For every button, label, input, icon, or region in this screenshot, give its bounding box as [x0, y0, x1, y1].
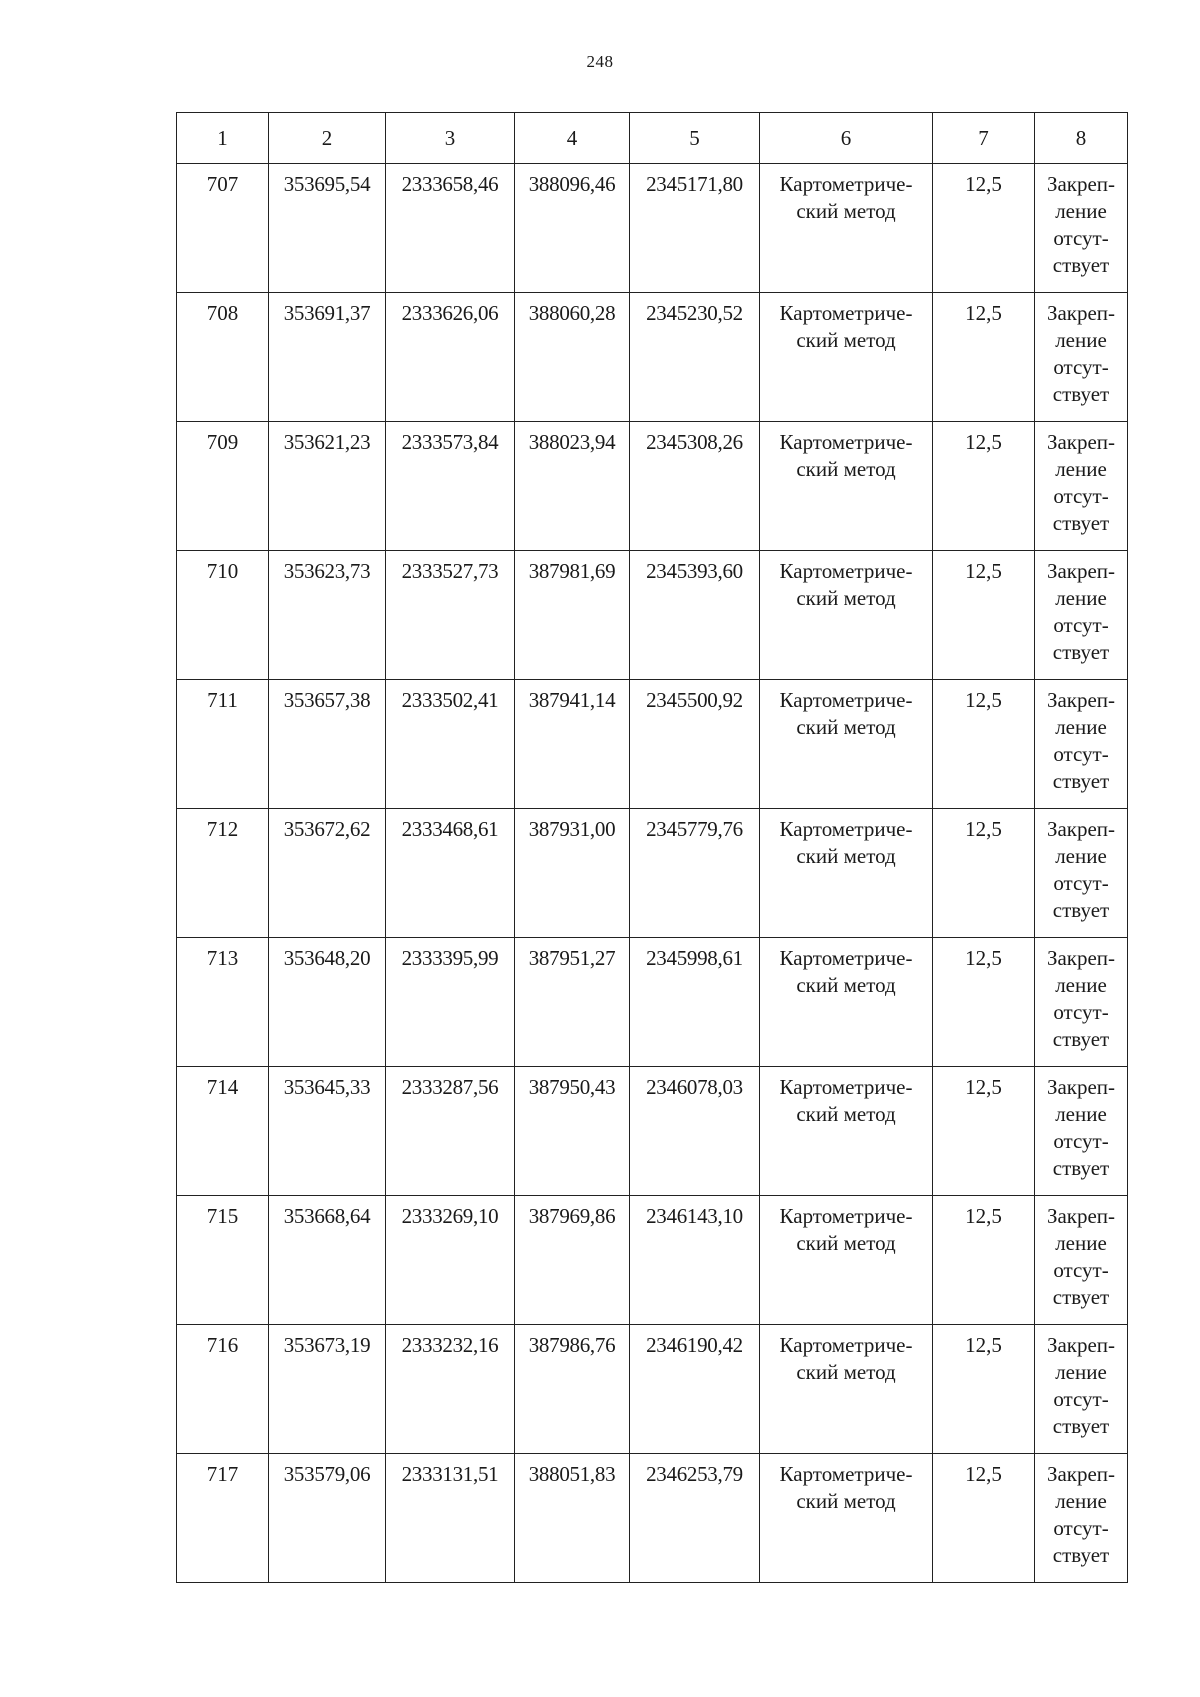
fixation-text-line: отсут- — [1053, 1516, 1109, 1540]
accuracy-cell: 12,5 — [933, 1067, 1035, 1196]
accuracy-cell: 12,5 — [933, 938, 1035, 1067]
fixation-text-line: ствует — [1052, 640, 1110, 664]
method-text-line: Картометриче- — [779, 430, 913, 454]
accuracy-cell: 12,5 — [933, 551, 1035, 680]
coordinate-y1-cell: 2333502,41 — [386, 680, 515, 809]
accuracy-cell: 12,5 — [933, 809, 1035, 938]
fixation-cell — [1035, 1067, 1128, 1196]
coordinate-x2-cell: 387981,69 — [515, 551, 630, 680]
fixation-text-line: ствует — [1052, 382, 1110, 406]
fixation-text-line: отсут- — [1053, 484, 1109, 508]
fixation-text-line: Закреп- — [1046, 1333, 1116, 1357]
coordinate-y1-cell: 2333131,51 — [386, 1454, 515, 1583]
header-cell: 8 — [1035, 113, 1128, 164]
table-header-row — [177, 113, 1128, 164]
fixation-text-line: отсут- — [1053, 742, 1109, 766]
method-text-line: ский метод — [796, 1231, 896, 1255]
method-cell — [760, 680, 933, 809]
table-row — [177, 680, 1128, 809]
fixation-text-line: Закреп- — [1046, 172, 1116, 196]
point-number-cell: 708 — [177, 293, 269, 422]
method-text-line: ский метод — [796, 199, 896, 223]
coordinate-x1-cell: 353673,19 — [269, 1325, 386, 1454]
coordinate-y2-cell: 2345171,80 — [630, 164, 760, 293]
point-number-cell: 711 — [177, 680, 269, 809]
fixation-text-line: Закреп- — [1046, 1462, 1116, 1486]
coordinate-x2-cell: 388023,94 — [515, 422, 630, 551]
header-cell: 3 — [386, 113, 515, 164]
method-text-line: ский метод — [796, 715, 896, 739]
fixation-cell — [1035, 1196, 1128, 1325]
method-text-line: Картометриче- — [779, 559, 913, 583]
method-cell — [760, 1067, 933, 1196]
fixation-text-line: ствует — [1052, 1285, 1110, 1309]
fixation-cell — [1035, 938, 1128, 1067]
coordinate-x1-cell: 353623,73 — [269, 551, 386, 680]
method-cell — [760, 1454, 933, 1583]
coordinate-x2-cell: 387950,43 — [515, 1067, 630, 1196]
fixation-text-line: ствует — [1052, 253, 1110, 277]
coordinate-y1-cell: 2333527,73 — [386, 551, 515, 680]
fixation-text-line: ление — [1055, 199, 1107, 223]
coordinate-y1-cell: 2333395,99 — [386, 938, 515, 1067]
fixation-text-line: ление — [1055, 328, 1107, 352]
method-text-line: Картометриче- — [779, 301, 913, 325]
method-cell — [760, 1325, 933, 1454]
fixation-cell — [1035, 680, 1128, 809]
point-number-cell: 714 — [177, 1067, 269, 1196]
coordinate-y2-cell: 2345230,52 — [630, 293, 760, 422]
method-text-line: ский метод — [796, 973, 896, 997]
coordinates-table — [176, 112, 1128, 1583]
fixation-cell — [1035, 1325, 1128, 1454]
fixation-text-line: отсут- — [1053, 613, 1109, 637]
table-row — [177, 1454, 1128, 1583]
coordinate-x1-cell: 353579,06 — [269, 1454, 386, 1583]
header-cell: 2 — [269, 113, 386, 164]
point-number-cell: 710 — [177, 551, 269, 680]
method-text-line: Картометриче- — [779, 817, 913, 841]
method-cell — [760, 809, 933, 938]
coordinate-y1-cell: 2333468,61 — [386, 809, 515, 938]
method-text-line: ский метод — [796, 1360, 896, 1384]
point-number-cell: 707 — [177, 164, 269, 293]
method-text-line: ский метод — [796, 1102, 896, 1126]
method-text-line: Картометриче- — [779, 1204, 913, 1228]
header-cell: 1 — [177, 113, 269, 164]
point-number-cell: 713 — [177, 938, 269, 1067]
accuracy-cell: 12,5 — [933, 293, 1035, 422]
fixation-text-line: отсут- — [1053, 355, 1109, 379]
coordinate-x2-cell: 387986,76 — [515, 1325, 630, 1454]
coordinate-y2-cell: 2346253,79 — [630, 1454, 760, 1583]
coordinate-x1-cell: 353657,38 — [269, 680, 386, 809]
method-cell — [760, 1196, 933, 1325]
header-cell: 6 — [760, 113, 933, 164]
method-text-line: Картометриче- — [779, 1333, 913, 1357]
method-text-line: ский метод — [796, 586, 896, 610]
method-cell — [760, 422, 933, 551]
method-text-line: Картометриче- — [779, 688, 913, 712]
coordinate-y2-cell: 2346078,03 — [630, 1067, 760, 1196]
coordinate-y2-cell: 2345393,60 — [630, 551, 760, 680]
method-text-line: Картометриче- — [779, 172, 913, 196]
point-number-cell: 716 — [177, 1325, 269, 1454]
coordinate-y2-cell: 2345779,76 — [630, 809, 760, 938]
fixation-text-line: ление — [1055, 586, 1107, 610]
fixation-text-line: ление — [1055, 1489, 1107, 1513]
fixation-text-line: ствует — [1052, 1414, 1110, 1438]
fixation-text-line: ление — [1055, 844, 1107, 868]
header-cell: 7 — [933, 113, 1035, 164]
coordinate-x2-cell: 388051,83 — [515, 1454, 630, 1583]
fixation-cell — [1035, 422, 1128, 551]
fixation-text-line: ление — [1055, 973, 1107, 997]
table-row — [177, 164, 1128, 293]
coordinate-x2-cell: 387941,14 — [515, 680, 630, 809]
fixation-text-line: ствует — [1052, 898, 1110, 922]
header-cell: 4 — [515, 113, 630, 164]
fixation-text-line: ление — [1055, 1102, 1107, 1126]
table-row — [177, 809, 1128, 938]
method-text-line: Картометриче- — [779, 1462, 913, 1486]
coordinate-y1-cell: 2333626,06 — [386, 293, 515, 422]
accuracy-cell: 12,5 — [933, 1325, 1035, 1454]
table-row — [177, 1067, 1128, 1196]
fixation-text-line: Закреп- — [1046, 301, 1116, 325]
fixation-text-line: отсут- — [1053, 1387, 1109, 1411]
method-text-line: Картометриче- — [779, 1075, 913, 1099]
accuracy-cell: 12,5 — [933, 1454, 1035, 1583]
point-number-cell: 709 — [177, 422, 269, 551]
accuracy-cell: 12,5 — [933, 164, 1035, 293]
method-text-line: ский метод — [796, 457, 896, 481]
fixation-text-line: ление — [1055, 1360, 1107, 1384]
fixation-text-line: Закреп- — [1046, 1075, 1116, 1099]
accuracy-cell: 12,5 — [933, 422, 1035, 551]
table-body — [177, 164, 1128, 1583]
coordinate-y2-cell: 2345998,61 — [630, 938, 760, 1067]
fixation-text-line: Закреп- — [1046, 559, 1116, 583]
fixation-text-line: ствует — [1052, 1543, 1110, 1567]
fixation-text-line: ствует — [1052, 1156, 1110, 1180]
fixation-text-line: отсут- — [1053, 226, 1109, 250]
fixation-cell — [1035, 1454, 1128, 1583]
table-row — [177, 1196, 1128, 1325]
table-row — [177, 1325, 1128, 1454]
coordinate-y2-cell: 2345308,26 — [630, 422, 760, 551]
fixation-text-line: ствует — [1052, 511, 1110, 535]
fixation-cell — [1035, 293, 1128, 422]
fixation-text-line: отсут- — [1053, 1000, 1109, 1024]
coordinate-x1-cell: 353672,62 — [269, 809, 386, 938]
coordinate-y1-cell: 2333287,56 — [386, 1067, 515, 1196]
coordinate-y2-cell: 2345500,92 — [630, 680, 760, 809]
fixation-text-line: Закреп- — [1046, 688, 1116, 712]
coordinate-x1-cell: 353691,37 — [269, 293, 386, 422]
coordinate-x1-cell: 353695,54 — [269, 164, 386, 293]
fixation-text-line: Закреп- — [1046, 430, 1116, 454]
fixation-text-line: Закреп- — [1046, 817, 1116, 841]
method-text-line: ский метод — [796, 844, 896, 868]
point-number-cell: 712 — [177, 809, 269, 938]
accuracy-cell: 12,5 — [933, 680, 1035, 809]
coordinate-x1-cell: 353648,20 — [269, 938, 386, 1067]
coordinate-x2-cell: 387969,86 — [515, 1196, 630, 1325]
header-cell: 5 — [630, 113, 760, 164]
coordinate-y1-cell: 2333269,10 — [386, 1196, 515, 1325]
point-number-cell: 717 — [177, 1454, 269, 1583]
fixation-text-line: Закреп- — [1046, 946, 1116, 970]
fixation-cell — [1035, 809, 1128, 938]
accuracy-cell: 12,5 — [933, 1196, 1035, 1325]
method-text-line: ский метод — [796, 1489, 896, 1513]
coordinate-x1-cell: 353621,23 — [269, 422, 386, 551]
fixation-text-line: ление — [1055, 715, 1107, 739]
method-text-line: Картометриче- — [779, 946, 913, 970]
coordinate-x1-cell: 353645,33 — [269, 1067, 386, 1196]
table-row — [177, 551, 1128, 680]
coordinate-x2-cell: 388096,46 — [515, 164, 630, 293]
fixation-cell — [1035, 551, 1128, 680]
page-number: 248 — [586, 52, 614, 71]
method-cell — [760, 938, 933, 1067]
fixation-text-line: отсут- — [1053, 1258, 1109, 1282]
coordinate-y1-cell: 2333658,46 — [386, 164, 515, 293]
coordinate-y1-cell: 2333573,84 — [386, 422, 515, 551]
fixation-text-line: ствует — [1052, 1027, 1110, 1051]
table-row — [177, 938, 1128, 1067]
fixation-text-line: ление — [1055, 457, 1107, 481]
coordinate-y2-cell: 2346143,10 — [630, 1196, 760, 1325]
coordinate-x2-cell: 387931,00 — [515, 809, 630, 938]
coordinate-x2-cell: 387951,27 — [515, 938, 630, 1067]
fixation-text-line: Закреп- — [1046, 1204, 1116, 1228]
method-cell — [760, 293, 933, 422]
table-row — [177, 293, 1128, 422]
method-cell — [760, 164, 933, 293]
coordinate-y1-cell: 2333232,16 — [386, 1325, 515, 1454]
method-cell — [760, 551, 933, 680]
method-text-line: ский метод — [796, 328, 896, 352]
table-row — [177, 422, 1128, 551]
fixation-text-line: ление — [1055, 1231, 1107, 1255]
fixation-text-line: отсут- — [1053, 1129, 1109, 1153]
coordinate-y2-cell: 2346190,42 — [630, 1325, 760, 1454]
fixation-text-line: отсут- — [1053, 871, 1109, 895]
point-number-cell: 715 — [177, 1196, 269, 1325]
fixation-text-line: ствует — [1052, 769, 1110, 793]
coordinate-x1-cell: 353668,64 — [269, 1196, 386, 1325]
fixation-cell — [1035, 164, 1128, 293]
coordinate-x2-cell: 388060,28 — [515, 293, 630, 422]
